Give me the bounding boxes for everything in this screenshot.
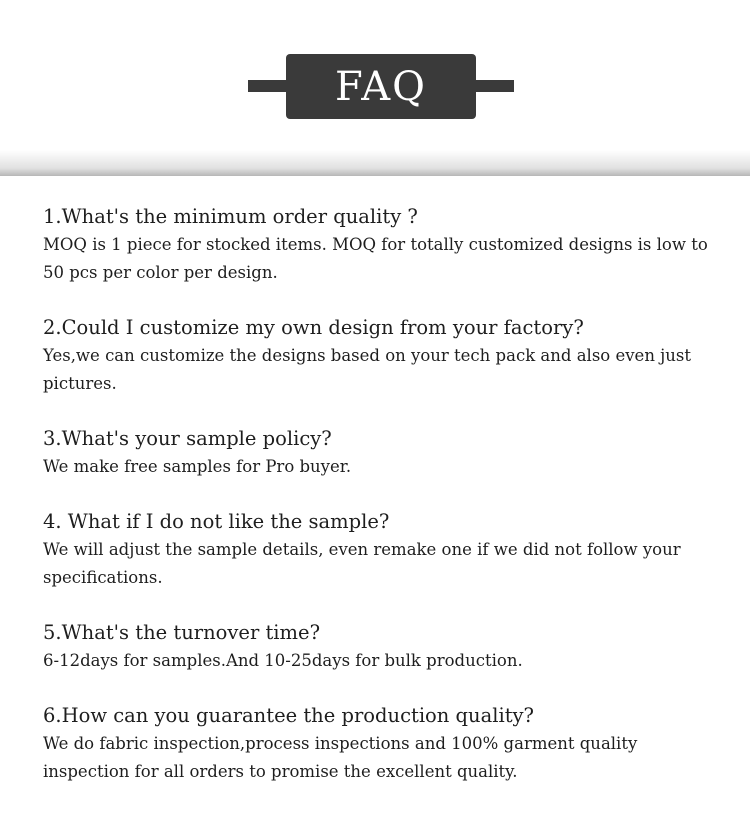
faq-answer: We will adjust the sample details, even remake one if we did not follow your specifications. bbox=[43, 540, 681, 587]
faq-answer: We make free samples for Pro buyer. bbox=[43, 457, 352, 476]
faq-question: 4. What if I do not like the sample? bbox=[43, 510, 390, 533]
faq-question: 6.How can you guarantee the production quality? bbox=[43, 704, 535, 727]
faq-item-2 bbox=[43, 313, 723, 398]
faq-item-1 bbox=[43, 202, 723, 287]
faq-list bbox=[43, 202, 723, 786]
faq-title: FAQ bbox=[335, 63, 427, 110]
header-divider bbox=[0, 175, 750, 176]
faq-item-3 bbox=[43, 424, 723, 481]
faq-question: 1.What's the minimum order quality ? bbox=[43, 205, 418, 228]
faq-question: 3.What's your sample policy? bbox=[43, 427, 332, 450]
faq-title-box bbox=[286, 54, 476, 119]
faq-item-4 bbox=[43, 507, 723, 592]
faq-question: 2.Could I customize my own design from your factory? bbox=[43, 316, 584, 339]
faq-answer: Yes,we can customize the designs based on your tech pack and also even just pictures. bbox=[43, 346, 692, 393]
faq-answer: 6-12days for samples.And 10-25days for bulk production. bbox=[43, 651, 523, 670]
faq-item-5 bbox=[43, 618, 723, 675]
faq-answer: MOQ is 1 piece for stocked items. MOQ for totally customized designs is low to 50 pcs per color per design. bbox=[43, 235, 708, 282]
faq-question: 5.What's the turnover time? bbox=[43, 621, 321, 644]
faq-header bbox=[0, 0, 750, 163]
header-shadow bbox=[0, 150, 750, 176]
faq-answer: We do fabric inspection,process inspections and 100% garment quality inspection for all orders to promise the excellent quality. bbox=[43, 734, 638, 781]
faq-item-6 bbox=[43, 701, 723, 786]
header-bar-right bbox=[474, 80, 514, 92]
header-bar-left bbox=[248, 80, 288, 92]
